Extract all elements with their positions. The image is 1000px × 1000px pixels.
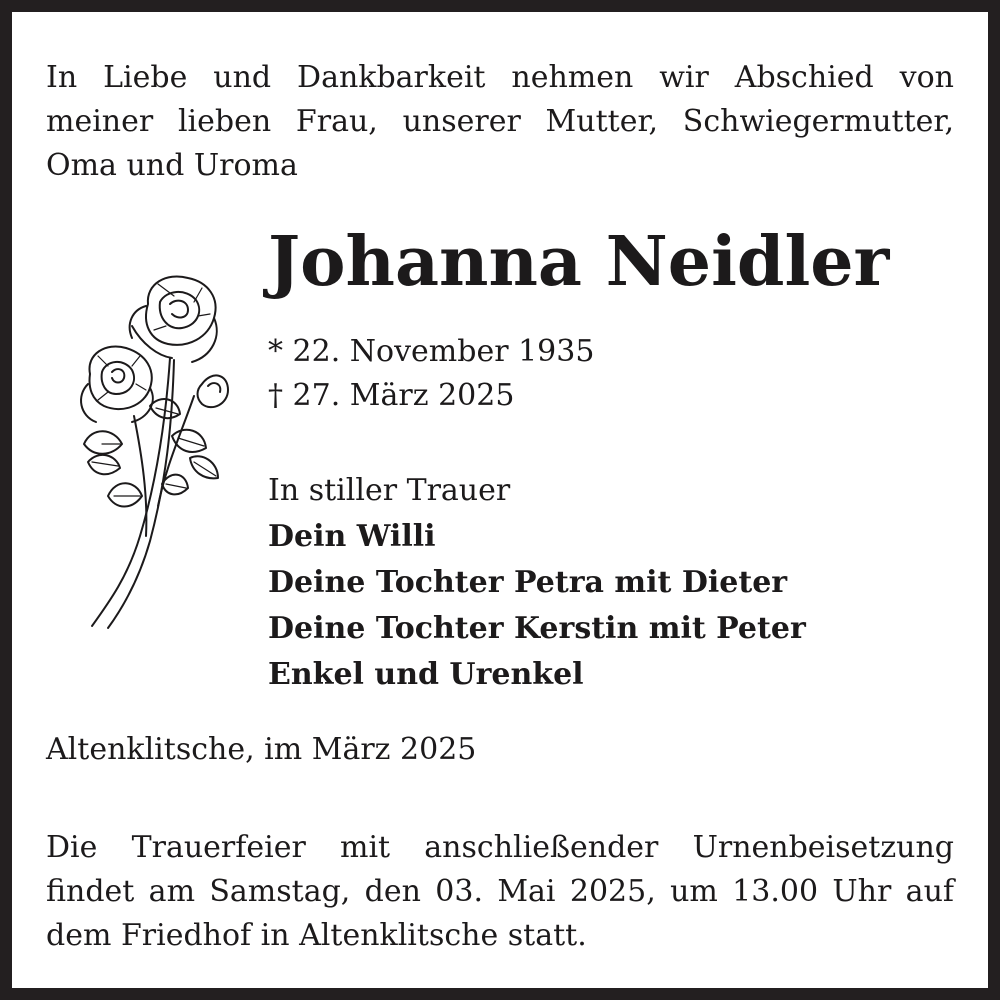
roses-illustration-icon bbox=[62, 266, 232, 636]
intro-line: In Liebe und Dankbarkeit nehmen wir Abschied von bbox=[46, 60, 954, 95]
life-dates bbox=[268, 330, 594, 418]
mourner-name: Enkel und Urenkel bbox=[268, 657, 584, 692]
place-date: Altenklitsche, im März 2025 bbox=[46, 732, 477, 767]
death-date: † 27. März 2025 bbox=[268, 378, 515, 413]
ceremony-line: findet am Samstag, den 03. Mai 2025, um 13.00 Uhr auf bbox=[46, 874, 954, 909]
ceremony-line: Die Trauerfeier mit anschließender Urnenbeisetzung bbox=[46, 830, 954, 865]
mourners-block bbox=[268, 468, 806, 698]
intro-line: meiner lieben Frau, unserer Mutter, Schwiegermutter, bbox=[46, 104, 954, 139]
birth-date: * 22. November 1935 bbox=[268, 334, 595, 369]
obituary-card bbox=[12, 12, 988, 988]
mourner-name: Dein Willi bbox=[268, 519, 436, 554]
ceremony-text bbox=[46, 826, 954, 958]
mourning-lead: In stiller Trauer bbox=[268, 473, 511, 508]
mourner-name: Deine Tochter Kerstin mit Peter bbox=[268, 611, 806, 646]
intro-text bbox=[46, 56, 954, 188]
ceremony-line: dem Friedhof in Altenklitsche statt. bbox=[46, 918, 587, 953]
mourner-list bbox=[268, 514, 806, 698]
intro-line: Oma und Uroma bbox=[46, 148, 298, 183]
deceased-name: Johanna Neidler bbox=[268, 222, 890, 302]
mourner-name: Deine Tochter Petra mit Dieter bbox=[268, 565, 788, 600]
